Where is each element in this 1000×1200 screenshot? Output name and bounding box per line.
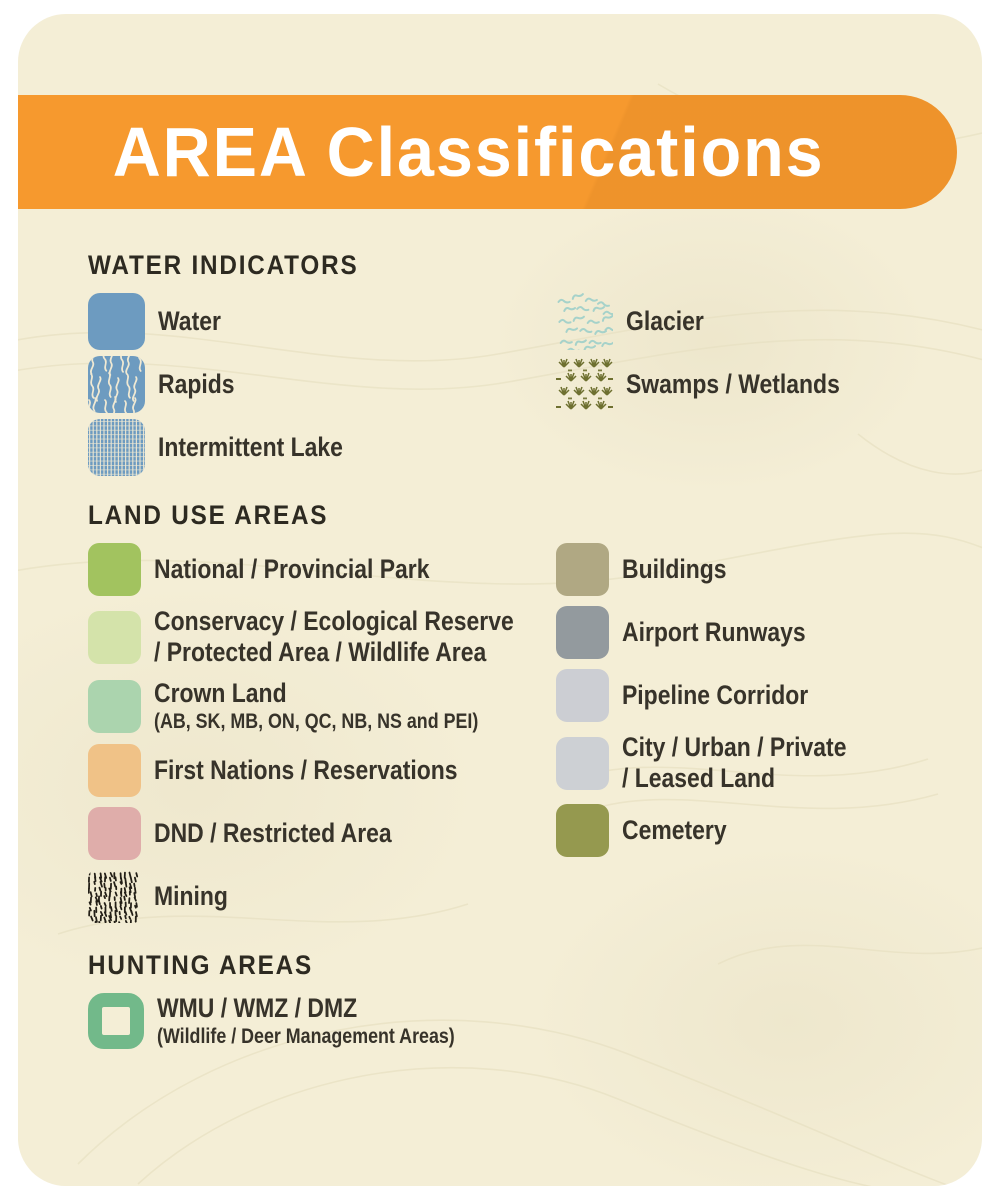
legend-item bbox=[88, 606, 556, 668]
legend-column-right bbox=[556, 543, 886, 923]
legend-item-label: National / Provincial Park bbox=[154, 554, 430, 584]
legend-item-label: City / Urban / Private / Leased Land bbox=[622, 732, 847, 793]
title-banner bbox=[18, 95, 957, 209]
airport-runways-swatch bbox=[556, 606, 609, 659]
legend-item bbox=[556, 356, 878, 413]
legend-item-label: Pipeline Corridor bbox=[622, 680, 809, 710]
legend-item-label: Intermittent Lake bbox=[158, 432, 343, 462]
legend-item bbox=[88, 678, 556, 734]
legend-column-right bbox=[556, 293, 878, 476]
cemetery-swatch bbox=[556, 804, 609, 857]
legend-item-label: Buildings bbox=[622, 554, 727, 584]
legend-column-left bbox=[88, 293, 556, 476]
legend-item-label: Mining bbox=[154, 881, 228, 911]
rapids-swatch bbox=[88, 356, 145, 413]
legend-item bbox=[88, 419, 556, 476]
legend-item bbox=[88, 543, 556, 596]
dnd-restricted-area-swatch bbox=[88, 807, 141, 860]
legend-item-label: WMU / WMZ / DMZ (Wildlife / Deer Management Areas) bbox=[157, 993, 455, 1048]
legend-item-label: Swamps / Wetlands bbox=[626, 369, 840, 399]
legend-item bbox=[556, 543, 886, 596]
legend-item bbox=[88, 807, 556, 860]
legend-item bbox=[556, 804, 886, 857]
legend-column-left bbox=[88, 993, 556, 1049]
section-land-use-areas bbox=[88, 500, 968, 923]
city-urban-private-leased-land-swatch bbox=[556, 737, 609, 790]
legend-item-label: DND / Restricted Area bbox=[154, 818, 392, 848]
water-swatch bbox=[88, 293, 145, 350]
crown-land-swatch bbox=[88, 680, 141, 733]
legend-item-label: Conservacy / Ecological Reserve / Protected Area / Wildlife Area bbox=[154, 606, 514, 667]
legend-item-label: Crown Land (AB, SK, MB, ON, QC, NB, NS and PEI) bbox=[154, 678, 479, 733]
conservacy-ecological-reserve-swatch bbox=[88, 611, 141, 664]
swamps-wetlands-swatch bbox=[556, 356, 613, 413]
mining-swatch bbox=[88, 870, 141, 923]
legend-item bbox=[556, 293, 878, 350]
legend-item bbox=[88, 993, 556, 1049]
legend-item-label: Cemetery bbox=[622, 815, 727, 845]
legend-column-left bbox=[88, 543, 556, 923]
pipeline-corridor-swatch bbox=[556, 669, 609, 722]
legend-page bbox=[18, 14, 982, 1186]
legend-item bbox=[556, 732, 886, 794]
legend-item bbox=[556, 669, 886, 722]
first-nations-reservations-swatch bbox=[88, 744, 141, 797]
legend-item-label: Water bbox=[158, 306, 221, 336]
legend-item bbox=[556, 606, 886, 659]
intermittent-lake-swatch bbox=[88, 419, 145, 476]
buildings-swatch bbox=[556, 543, 609, 596]
wmu-wmz-dmz-swatch bbox=[88, 993, 144, 1049]
section-title-water: WATER INDICATORS bbox=[88, 250, 359, 280]
section-hunting-areas bbox=[88, 950, 968, 1049]
legend-item-label: Airport Runways bbox=[622, 617, 806, 647]
legend-item bbox=[88, 744, 556, 797]
national-provincial-park-swatch bbox=[88, 543, 141, 596]
legend-item-label: Glacier bbox=[626, 306, 704, 336]
legend-item bbox=[88, 870, 556, 923]
section-title-land: LAND USE AREAS bbox=[88, 500, 329, 530]
legend-item-label: First Nations / Reservations bbox=[154, 755, 458, 785]
legend-item bbox=[88, 293, 556, 350]
legend-item bbox=[88, 356, 556, 413]
section-water-indicators bbox=[88, 250, 968, 476]
page-title: AREA Classifications bbox=[112, 113, 825, 191]
glacier-swatch bbox=[556, 293, 613, 350]
legend-item-label: Rapids bbox=[158, 369, 235, 399]
section-title-hunting: HUNTING AREAS bbox=[88, 950, 314, 980]
